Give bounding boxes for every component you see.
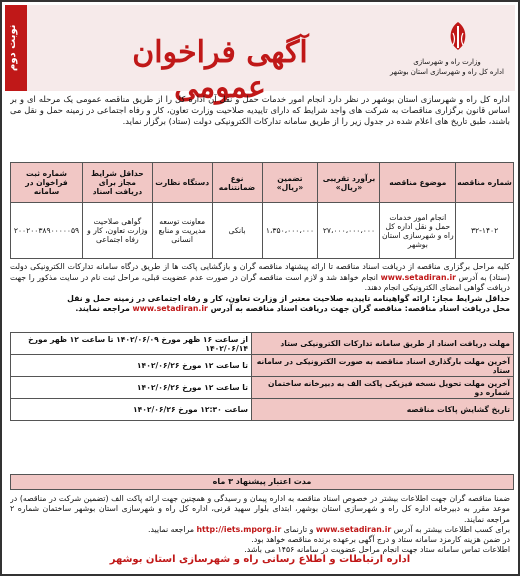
tender-table — [10, 162, 514, 259]
procedure-sentence: کلیه مراحل برگزاری مناقصه از دریافت اسناد مناقصه تا ارائه پیشنهاد مناقصه گران و بازگشایی پاکت ها از طریق درگاه سامانه تدارکات الکترونیکی دولت (ستاد) به آدرس — [10, 262, 510, 282]
schedule-value: تا ساعت ۱۲ مورخ ۱۴۰۲/۰۶/۲۶ — [11, 377, 252, 399]
outro-paragraph-3: در ضمن هزینه کارمزد سامانه ستاد و درج آگهی برعهده برنده مناقصه خواهد بود. — [251, 535, 510, 545]
footer-signature: اداره ارتباطات و اطلاع رسانی راه و شهرسازی استان بوشهر — [109, 554, 411, 565]
notice-header — [5, 5, 515, 105]
documents-location-end: مراجعه نمایند. — [75, 304, 130, 313]
outro-text — [10, 494, 510, 556]
ministry-name — [387, 57, 507, 77]
schedule-table — [10, 332, 514, 421]
tender-estimate: ۲۷،۰۰۰،۰۰۰،۰۰۰ — [318, 203, 380, 259]
header-cell: نوع ضمانتنامه — [212, 163, 262, 203]
round-badge — [5, 5, 27, 91]
schedule-value: از ساعت ۱۶ ظهر مورخ ۱۴۰۲/۰۶/۰۹ تا ساعت ۱۲ ظهر مورخ ۱۴۰۲/۰۶/۱۴ — [11, 333, 252, 355]
outro-paragraph-2 — [10, 525, 510, 535]
tender-guarantee: ۱،۳۵۰،۰۰۰،۰۰۰ — [262, 203, 318, 259]
min-conditions-note: حداقل شرایط مجاز: ارائه گواهینامه تاییدیه صلاحیت معتبر از وزارت تعاون، کار و رفاه اجتماعی در زمینه حمل و نقل — [67, 293, 510, 303]
setad-link-3[interactable]: www.setadiran.ir — [315, 524, 392, 534]
header-cell: شماره مناقصه — [456, 163, 514, 203]
ministry-line-2: اداره کل راه و شهرسازی استان بوشهر — [390, 68, 504, 76]
emblem-icon — [441, 19, 475, 53]
outro-paragraph-4: اطلاعات تماس سامانه ستاد جهت انجام مراحل عضویت در سامانه ۱۴۵۶ می باشد. — [244, 545, 510, 555]
iets-link[interactable]: http://iets.mporg.ir — [196, 524, 282, 534]
registration-number: ۲۰۰۲۰۰۳۸۹۰۰۰۰۰۵۹ — [11, 203, 83, 259]
schedule-label: مهلت دریافت اسناد از طریق سامانه تدارکات الکترونیکی ستاد — [252, 333, 514, 355]
tender-table-header — [11, 163, 514, 203]
procedure-text — [10, 262, 510, 328]
documents-location-text: محل دریافت اسناد مناقصه: مناقصه گران جهت دریافت اسناد مناقصه به آدرس — [210, 304, 510, 313]
header-cell: تضمین «ریال» — [262, 163, 318, 203]
schedule-value: ساعت ۱۲:۳۰ مورخ ۱۴۰۲/۰۶/۲۶ — [11, 399, 252, 421]
outro-paragraph-1: ضمنا مناقصه گران جهت اطلاعات بیشتر در خصوص اسناد مناقصه به اداره پیمان و رسیدگی و همچنین جهت ارائه پاکت الف (تضمین شرکت در مناقصه) در موعد مقرر به دبیرخانه اداره کل راه و شهرسازی استان بوشهر، ابتدای بلوار سهید قرنی، اداره کل راه و شهرسازی استان بوشهر ساختمان شماره ۲ مراجعه نمایند. — [10, 494, 510, 524]
table-row — [11, 377, 514, 399]
ministry-line-1: وزارت راه و شهرسازی — [413, 58, 481, 66]
table-row — [11, 399, 514, 421]
header-cell: دستگاه نظارت — [152, 163, 212, 203]
round-badge-label: نوبت دوم — [7, 24, 18, 72]
min-requirements: گواهی صلاحیت وزارت تعاون، کار و رفاه اجتماعی — [83, 203, 153, 259]
header-cell: موضوع مناقصه — [380, 163, 456, 203]
header-cell: حداقل شرایط مجاز برای دریافت اسناد — [83, 163, 153, 203]
schedule-label: آخرین مهلت بارگذاری اسناد مناقصه به صورت الکترونیکی در سامانه ستاد — [252, 355, 514, 377]
schedule-value: تا ساعت ۱۲ مورخ ۱۴۰۲/۰۶/۲۶ — [11, 355, 252, 377]
outro-info-text: برای کسب اطلاعات بیشتر به آدرس — [393, 524, 510, 534]
documents-location-note — [10, 304, 510, 315]
outro-info-mid: و تارنمای — [283, 524, 314, 534]
outro-info-end: مراجعه نمایید. — [147, 524, 195, 534]
table-row — [11, 203, 514, 259]
page-title: آگهی فراخوان عمومی — [132, 35, 308, 105]
table-row — [11, 355, 514, 377]
tender-subject: انجام امور خدمات حمل و نقل اداره کل راه و شهرسازی استان بوشهر — [380, 203, 456, 259]
intro-paragraph: اداره کل راه و شهرسازی استان بوشهر در نظر دارد انجام امور خدمات حمل و نقل آن اداره کل را از طریق مناقصه عمومی یک مرحله ای و بر اساس قانون برگزاری مناقصات به شرکت های واجد شرایط که دارای تاییدیه صلاحیت وزارت تعاون، کار و رفاه اجتماعی در زمینه حمل و نقل می باشند، طبق تاریخ های اعلام شده در جدول زیر را از طریق سامانه تدارکات الکترونیکی دولت (ستاد) برگزار نماید. — [10, 94, 510, 126]
validity-banner: مدت اعتبار پیشنهاد ۳ ماه — [10, 474, 514, 490]
header-cell: شماره ثبت فراخوان در سامانه — [11, 163, 83, 203]
schedule-label: تاریخ گشایش پاکات مناقصه — [252, 399, 514, 421]
schedule-label: آخرین مهلت تحویل نسخه فیزیکی پاکت الف به دبیرخانه ساختمان شماره دو — [252, 377, 514, 399]
setad-link-2[interactable]: www.setadiran.ir — [132, 304, 208, 313]
tender-number: ۳۲-۱۴۰۲ — [456, 203, 514, 259]
table-row — [11, 333, 514, 355]
guarantee-type: بانکی — [212, 203, 262, 259]
setad-link[interactable]: www.setadiran.ir — [380, 272, 456, 282]
header-cell: برآورد تقریبی «ریال» — [318, 163, 380, 203]
supervisor: معاونت توسعه مدیریت و منابع انسانی — [152, 203, 212, 259]
procedure-sentence-2: انجام خواهد شد و لازم است مناقصه گران در صورت عدم عضویت قبلی، مراحل ثبت نام در سایت مذکور را جهت دریافت گواهی امضای الکترونیکی انجام دهند. — [10, 272, 510, 292]
